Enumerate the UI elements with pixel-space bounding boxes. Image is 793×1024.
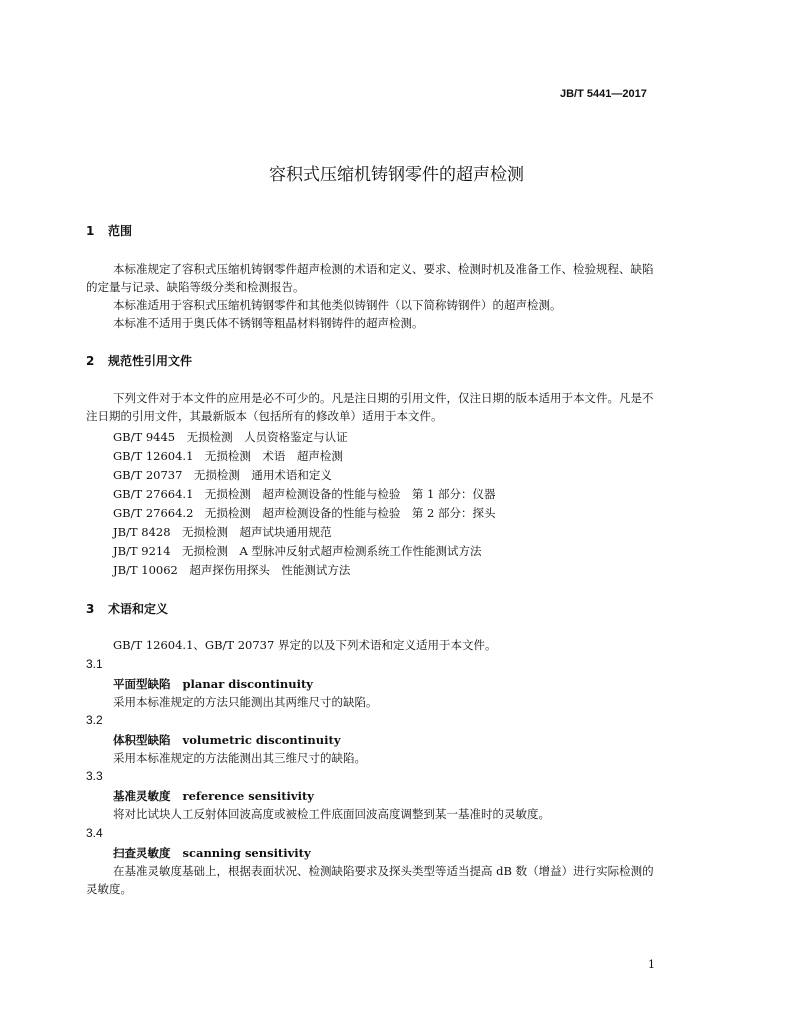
term-en: reference sensitivity <box>182 789 314 803</box>
paragraph: 本标准适用于容积式压缩机铸钢零件和其他类似铸钢件（以下简称铸钢件）的超声检测。 <box>113 298 562 312</box>
section-1-heading <box>86 222 132 239</box>
paragraph: 下列文件对于本文件的应用是必不可少的。凡是注日期的引用文件，仅注日期的版本适用于本文件。凡是不注日期的引用文件，其最新版本（包括所有的修改单）适用于本文件。 <box>86 391 654 423</box>
section-title: 规范性引用文件 <box>108 354 193 368</box>
standard-number: JB/T 5441—2017 <box>560 88 647 100</box>
paragraph: 本标准规定了容积式压缩机铸钢零件超声检测的术语和定义、要求、检测时机及准备工作、检验规程、缺陷的定量与记录、缺陷等级分类和检测报告。 <box>86 262 654 294</box>
term-zh: 体积型缺陷 <box>113 733 171 747</box>
page-number: 1 <box>648 958 655 971</box>
term-number: 3.1 <box>86 657 103 671</box>
term-number: 3.3 <box>86 769 103 783</box>
term-number: 3.2 <box>86 713 103 727</box>
reference-item: GB/T 9445 无损检测 人员资格鉴定与认证 <box>113 430 348 444</box>
section-number: 2 <box>86 354 95 368</box>
term-en: scanning sensitivity <box>182 846 311 860</box>
term-title <box>113 788 314 804</box>
term-zh: 基准灵敏度 <box>113 789 171 803</box>
paragraph: 本标准不适用于奥氏体不锈钢等粗晶材料钢铸件的超声检测。 <box>113 316 424 330</box>
term-title <box>113 845 311 861</box>
section-2-heading <box>86 352 192 369</box>
term-zh: 平面型缺陷 <box>113 677 171 691</box>
reference-item: GB/T 20737 无损检测 通用术语和定义 <box>113 468 332 482</box>
reference-item: GB/T 12604.1 无损检测 术语 超声检测 <box>113 449 343 463</box>
term-title <box>113 732 341 748</box>
reference-item: JB/T 10062 超声探伤用探头 性能测试方法 <box>113 563 351 577</box>
term-title <box>113 676 313 692</box>
reference-item: GB/T 27664.2 无损检测 超声检测设备的性能与检验 第 2 部分：探头 <box>113 506 496 520</box>
term-definition: 在基准灵敏度基础上，根据表面状况、检测缺陷要求及探头类型等适当提高 dB 数（增益）进行实际检测的灵敏度。 <box>86 864 654 896</box>
section-3-heading <box>86 600 168 617</box>
term-number: 3.4 <box>86 826 103 840</box>
section-number: 1 <box>86 224 95 238</box>
reference-item: JB/T 9214 无损检测 A 型脉冲反射式超声检测系统工作性能测试方法 <box>113 544 482 558</box>
section-number: 3 <box>86 602 95 616</box>
section-title: 术语和定义 <box>108 602 169 616</box>
term-definition: 采用本标准规定的方法能测出其三维尺寸的缺陷。 <box>113 751 366 765</box>
term-definition: 采用本标准规定的方法只能测出其两维尺寸的缺陷。 <box>113 695 378 709</box>
term-en: volumetric discontinuity <box>182 733 341 747</box>
document-title: 容积式压缩机铸钢零件的超声检测 <box>269 165 524 185</box>
term-zh: 扫查灵敏度 <box>113 846 171 860</box>
reference-item: JB/T 8428 无损检测 超声试块通用规范 <box>113 525 332 539</box>
paragraph: GB/T 12604.1、GB/T 20737 界定的以及下列术语和定义适用于本文件。 <box>113 638 497 652</box>
term-en: planar discontinuity <box>182 677 313 691</box>
section-title: 范围 <box>108 224 133 238</box>
term-definition: 将对比试块人工反射体回波高度或被检工件底面回波高度调整到某一基准时的灵敏度。 <box>113 807 550 821</box>
reference-item: GB/T 27664.1 无损检测 超声检测设备的性能与检验 第 1 部分：仪器 <box>113 487 496 501</box>
